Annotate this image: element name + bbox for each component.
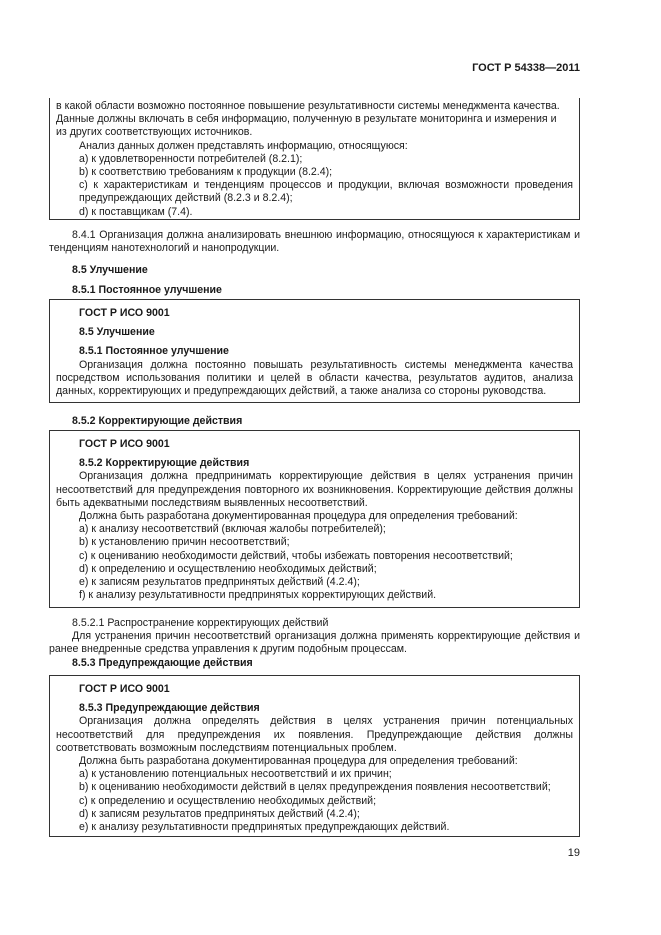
quote-box-iso-8-5 <box>49 299 580 403</box>
list-item: c) к оцениванию необходимости действий, чтобы избежать повторения несоответствий; <box>79 549 513 562</box>
heading-8-5-2: 8.5.2 Корректирующие действия <box>72 415 243 427</box>
heading-8-5-3: 8.5.3 Предупреждающие действия <box>72 656 253 669</box>
box3-heading: 8.5.2 Корректирующие действия <box>79 457 250 470</box>
heading-8-5-1-block <box>49 284 580 297</box>
document-header: ГОСТ Р 54338—2011 <box>472 62 580 74</box>
list-item: e) к анализу результативности предпринятых предупреждающих действий. <box>79 821 450 834</box>
quote-box-continued <box>49 98 580 220</box>
box2-text: Организация должна постоянно повышать результативность системы менеджмента качества посредством использования политики и целей в области качества, результатов аудитов, анализа данных, корректирующих и предупреждающих действий, а также анализа со стороны руководства. <box>56 358 573 398</box>
box3-intro: Должна быть разработана документированная процедура для определения требований: <box>79 510 518 523</box>
list-item: f) к анализу результативности предпринятых корректирующих действий. <box>79 589 437 602</box>
list-item: a) к удовлетворенности потребителей (8.2.1); <box>79 152 303 165</box>
box3-text: Организация должна предпринимать корректирующие действия в целях устранения причин несоответствий для предупреждения повторного их возникновения. Корректирующие действия должны быть адекватными последствиям выявленных несоответствий. <box>56 470 573 509</box>
section-8-5-2-1 <box>49 617 580 670</box>
quote-box-iso-8-5-3 <box>49 675 580 837</box>
box4-list <box>56 768 573 834</box>
heading-8-5: 8.5 Улучшение <box>72 264 148 276</box>
page-number: 19 <box>567 847 580 859</box>
list-item: c) к определению и осуществлению необходимых действий; <box>79 794 377 807</box>
heading-8-5-1: 8.5.1 Постоянное улучшение <box>72 284 222 296</box>
box4-heading: 8.5.3 Предупреждающие действия <box>79 702 260 715</box>
box3-list <box>56 523 573 602</box>
list-item: d) к записям результатов предпринятых действий (4.2.4); <box>79 807 360 820</box>
standard-ref: ГОСТ Р ИСО 9001 <box>79 438 170 450</box>
standard-ref: ГОСТ Р ИСО 9001 <box>79 683 170 695</box>
box1-line-1: в какой области возможно постоянное повышение результативности системы менеджмента качества. <box>56 100 560 112</box>
box1-intro: Анализ данных должен представлять информацию, относящуюся: <box>79 139 408 152</box>
section-8-4-1 <box>49 229 580 255</box>
box2-heading-8-5: 8.5 Улучшение <box>79 326 155 339</box>
quote-box-iso-8-5-2 <box>49 430 580 608</box>
box4-text: Организация должна определять действия в целях устранения причин потенциальных несоответствий для предупреждения их появления. Предупреждающие действия должны соответствовать возможным последствиям потенциальных проблем. <box>56 715 573 754</box>
heading-8-5-block <box>49 264 580 277</box>
heading-8-5-2-1: 8.5.2.1 Распространение корректирующих действий <box>72 617 329 629</box>
list-item: a) к установлению потенциальных несоответствий и их причин; <box>79 768 392 781</box>
paragraph-8-4-1: 8.4.1 Организация должна анализировать внешнюю информацию, относящуюся к характеристикам и тенденциям нанотехнологий и нанопродукции. <box>49 229 580 255</box>
paragraph-8-5-2-1: Для устранения причин несоответствий организация должна применять корректирующие действия и ранее внедренные средства управления к другим подобным процессам. <box>49 630 580 656</box>
standard-ref: ГОСТ Р ИСО 9001 <box>79 307 170 319</box>
list-item: d) к определению и осуществлению необходимых действий; <box>79 562 377 575</box>
box1-list <box>56 153 573 219</box>
list-item: c) к характеристикам и тенденциям процессов и продукции, включая возможности проведения предупреждающих действий (8.2.3 и 8.2.4); <box>79 179 573 205</box>
list-item: d) к поставщикам (7.4). <box>79 205 193 218</box>
box4-intro: Должна быть разработана документированная процедура для определения требований: <box>79 755 518 768</box>
list-item: e) к записям результатов предпринятых действий (4.2.4); <box>79 576 360 589</box>
box1-line-2: Данные должны включать в себя информацию, полученную в результате мониторинга и измерения и <box>56 113 557 126</box>
list-item: b) к соответствию требованиям к продукции (8.2.4); <box>79 166 333 179</box>
list-item: b) к оцениванию необходимости действий в целях предупреждения появления несоответствий; <box>79 781 551 794</box>
list-item: b) к установлению причин несоответствий; <box>79 536 290 549</box>
heading-8-5-2-block <box>49 415 580 428</box>
box1-line-3: из других соответствующих источников. <box>56 126 253 139</box>
box2-heading-8-5-1: 8.5.1 Постоянное улучшение <box>79 345 229 358</box>
list-item: a) к анализу несоответствий (включая жалобы потребителей); <box>79 523 386 536</box>
